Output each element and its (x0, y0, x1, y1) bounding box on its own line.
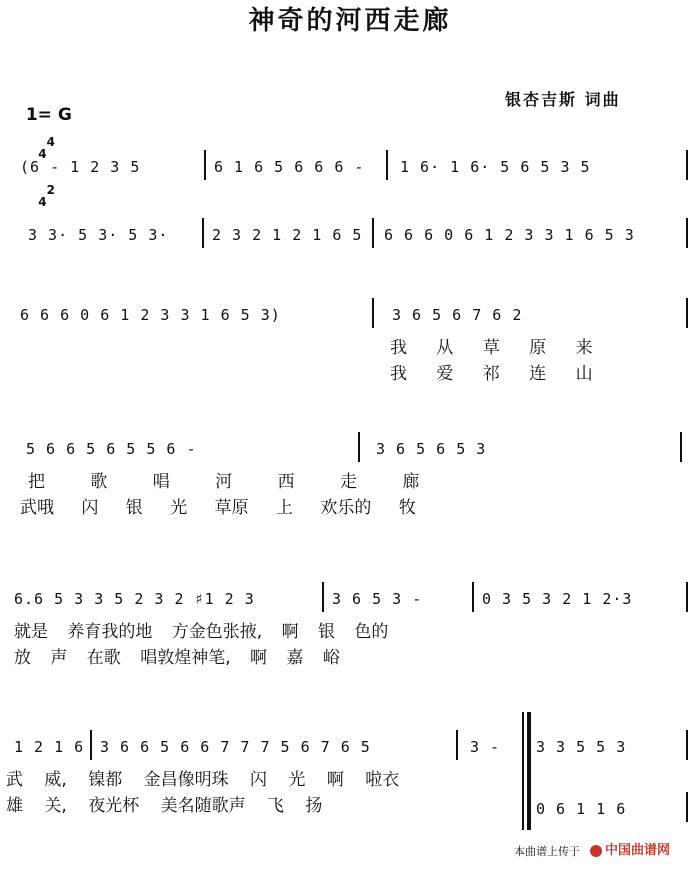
system-5-measure-1: 6.6 5 3 3 5 2 3 2 ♯1 2 3 (14, 590, 255, 608)
barline (90, 730, 92, 760)
system-5-measure-3: 0 3 5 3 2 1 2·3 (482, 590, 633, 608)
barline (686, 298, 688, 328)
barline (686, 218, 688, 248)
system-6-measure-4-lower: 0 6 1 1 6 (536, 800, 627, 818)
key-signature (14, 90, 72, 220)
barline (456, 730, 458, 760)
barline (372, 218, 374, 248)
brand-link[interactable]: 中国曲谱网 (605, 843, 671, 858)
system-3-lyric-1: 我 从 草 原 来 (390, 338, 593, 358)
barline (472, 582, 474, 612)
key-label: 1= G (25, 105, 72, 125)
system-4-measure-1: 5 6 6 5 6 5 5 6 - (26, 440, 197, 458)
system-3-measure-1: 6 6 6 0 6 1 2 3 3 1 6 5 3) (20, 306, 281, 324)
barline (322, 582, 324, 612)
system-2-measure-2: 2 3 2 1 2 1 6 5 (212, 226, 363, 244)
system-1-measure-3: 1 6· 1 6· 5 6 5 3 5 (400, 158, 591, 176)
system-6-lyric-2: 雄 关, 夜光杯 美名随歌声 飞 扬 (6, 796, 323, 816)
system-4-lyric-1: 把 歌 唱 河 西 走 廊 (28, 472, 420, 492)
system-2-measure-3: 6 6 6 0 6 1 2 3 3 1 6 5 3 (384, 226, 635, 244)
system-4-lyric-2: 武哦 闪 银 光 草原 上 欢乐的 牧 (20, 498, 416, 518)
barline (372, 298, 374, 328)
composer-credit: 银杏吉斯 词曲 (505, 90, 621, 109)
time-signature-2: 2 4 (38, 183, 55, 209)
system-3-measure-2: 3 6 5 6 7 6 2 (392, 306, 523, 324)
footer-upload-note: 本曲谱上传于 (514, 845, 580, 858)
system-bracket-thick (527, 712, 531, 830)
system-5-measure-2: 3 6 5 3 - (332, 590, 423, 608)
system-2-measure-1: 3 3· 5 3· 5 3· (28, 226, 169, 244)
barline (204, 150, 206, 180)
system-5-lyric-1: 就是 养育我的地 方金色张掖, 啊 银 色的 (14, 622, 389, 642)
system-6-measure-3: 3 - (470, 738, 501, 756)
page-title: 神奇的河西走廊 (248, 6, 452, 36)
system-6-measure-2: 3 6 6 5 6 6 7 7 7 5 6 7 6 5 (100, 738, 371, 756)
barline (686, 792, 688, 822)
system-1-measure-2: 6 1 6 5 6 6 6 - (214, 158, 365, 176)
barline (686, 150, 688, 180)
barline (202, 218, 204, 248)
system-6-lyric-1: 武 威, 镍都 金昌像明珠 闪 光 啊 啦衣 (6, 770, 400, 790)
time-signature-1: 4 4 (38, 135, 55, 161)
system-4-measure-2: 3 6 5 6 5 3 (376, 440, 487, 458)
system-1-measure-1: (6 - 1 2 3 5 (20, 158, 141, 176)
barline (686, 730, 688, 760)
barline (358, 432, 360, 462)
barline (680, 432, 682, 462)
barline (686, 582, 688, 612)
system-5-lyric-2: 放 声 在歌 唱敦煌神笔, 啊 嘉 峪 (14, 648, 340, 668)
system-bracket-thin (522, 712, 524, 830)
brand-logo-icon (590, 845, 602, 857)
system-3-lyric-2: 我 爱 祁 连 山 (390, 364, 593, 384)
system-6-measure-1: 1 2 1 6 (14, 738, 85, 756)
system-6-measure-4: 3 3 5 5 3 (536, 738, 627, 756)
barline (386, 150, 388, 180)
